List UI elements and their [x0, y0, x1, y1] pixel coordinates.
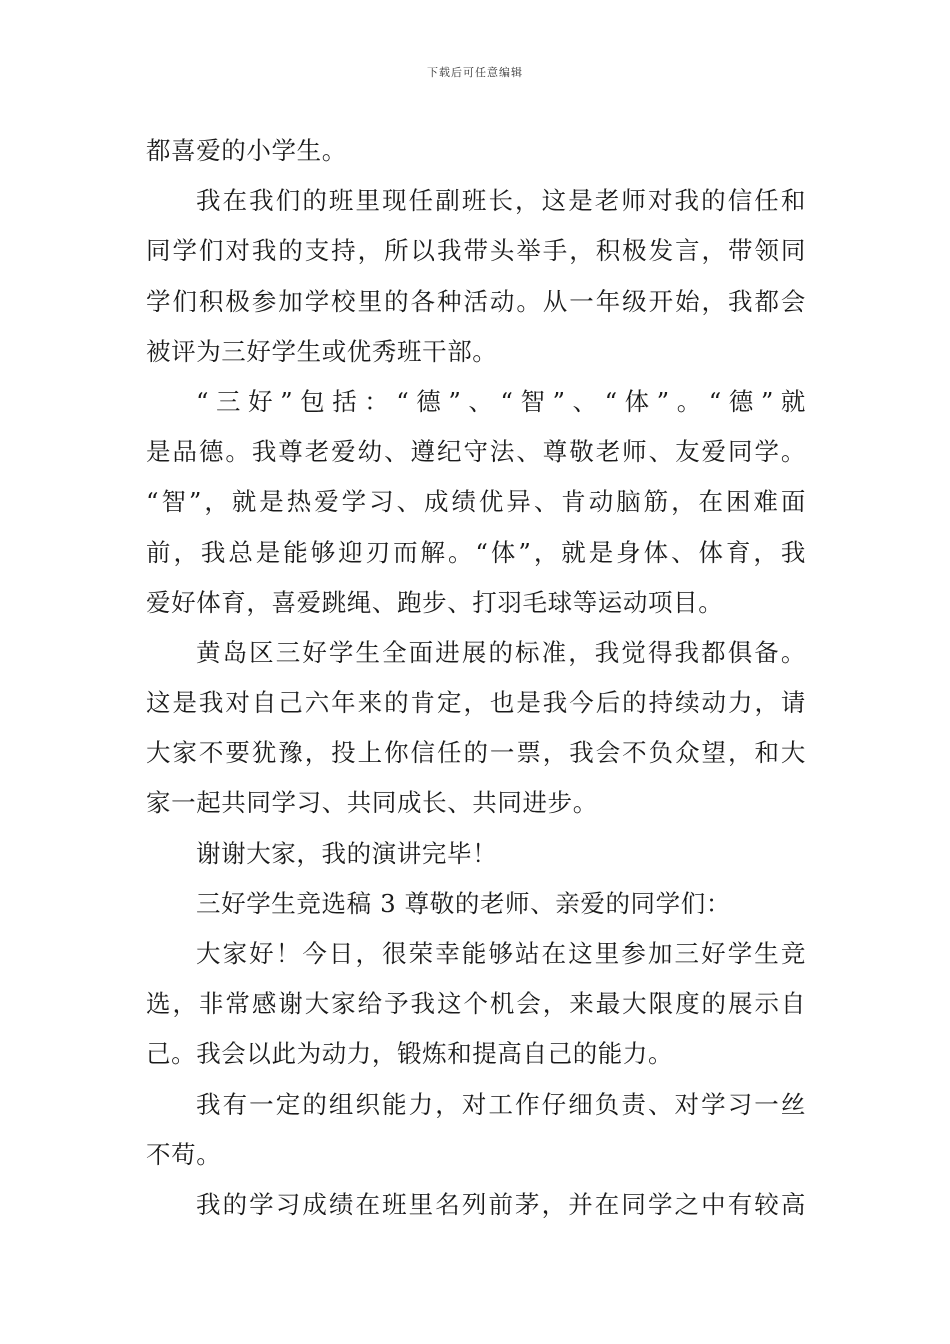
text-line: 都喜爱的小学生。 — [146, 136, 347, 165]
text-line: 是品德。我尊老爱幼、遵纪守法、尊敬老师、友爱同学。 — [146, 437, 806, 467]
document-body — [146, 126, 806, 1230]
text-line: “三好”包括：“德”、“智”、“体”。“德”就 — [196, 386, 806, 416]
page-header-note: 下载后可任意编辑 — [427, 66, 523, 79]
text-line: 我的学习成绩在班里名列前茅，并在同学之中有较高 — [196, 1189, 806, 1219]
text-line: 这是我对自己六年来的肯定，也是我今后的持续动力，请 — [146, 688, 806, 718]
text-line: 大家不要犹豫，投上你信任的一票，我会不负众望，和大 — [146, 738, 806, 768]
text-line: 大家好！今日，很荣幸能够站在这里参加三好学生竞 — [196, 939, 806, 968]
text-line: 选，非常感谢大家给予我这个机会，来最大限度的展示自 — [146, 989, 806, 1019]
text-line: 学们积极参加学校里的各种活动。从一年级开始，我都会 — [146, 286, 806, 316]
text-line: 三好学生竞选稿 3 尊敬的老师、亲爱的同学们： — [196, 888, 731, 918]
text-line: 前，我总是能够迎刃而解。“体”，就是身体、体育，我 — [146, 537, 806, 567]
text-line: 同学们对我的支持，所以我带头举手，积极发言，带领同 — [146, 236, 806, 266]
text-line: 己。我会以此为动力，锻炼和提高自己的能力。 — [146, 1039, 674, 1069]
text-line: 不苟。 — [146, 1139, 222, 1169]
text-line: 被评为三好学生或优秀班干部。 — [146, 336, 498, 366]
text-line: 家一起共同学习、共同成长、共同进步。 — [146, 788, 598, 818]
text-line: 谢谢大家，我的演讲完毕！ — [196, 838, 498, 868]
text-line: 我在我们的班里现任副班长，这是老师对我的信任和 — [196, 186, 806, 216]
text-line: 我有一定的组织能力，对工作仔细负责、对学习一丝 — [196, 1089, 806, 1119]
text-line: 黄岛区三好学生全面进展的标准，我觉得我都俱备。 — [196, 637, 806, 667]
text-line: 爱好体育，喜爱跳绳、跑步、打羽毛球等运动项目。 — [146, 587, 724, 617]
text-line: “智”，就是热爱学习、成绩优异、肯动脑筋，在困难面 — [146, 487, 806, 517]
